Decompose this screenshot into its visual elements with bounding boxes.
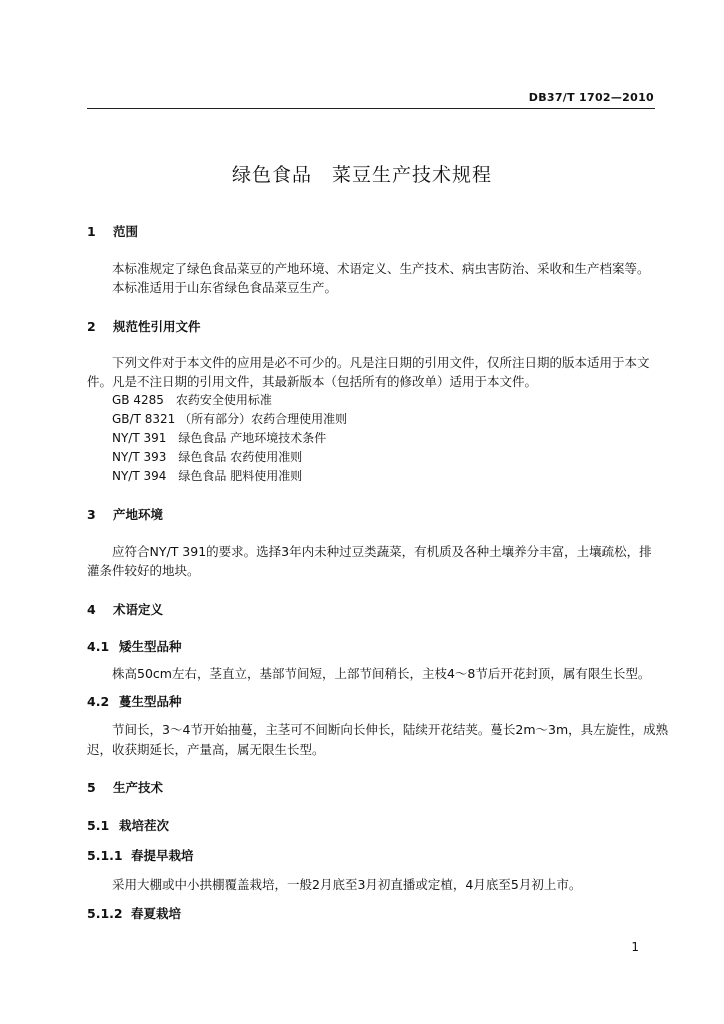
section-number: 5.1.2 — [87, 906, 123, 921]
paragraph: 本标准适用于山东省绿色食品菜豆生产。 — [112, 280, 338, 295]
reference-item: GB/T 8321 （所有部分）农药合理使用准则 — [112, 412, 348, 426]
section-title: 范围 — [113, 224, 139, 239]
section-number: 3 — [87, 507, 96, 522]
section-title: 春提早栽培 — [131, 848, 194, 863]
section-5-heading — [87, 778, 163, 796]
section-number: 2 — [87, 319, 96, 334]
section-number: 4 — [87, 602, 96, 617]
section-title: 春夏栽培 — [131, 906, 182, 921]
reference-item: NY/T 393 绿色食品 农药使用准则 — [112, 450, 303, 464]
subsection-5-1-1-heading — [87, 846, 194, 864]
reference-item: GB 4285 农药安全使用标准 — [112, 393, 272, 407]
subsection-4-1-heading — [87, 637, 182, 655]
document-title: 绿色食品 菜豆生产技术规程 — [231, 164, 492, 186]
section-number: 5.1.1 — [87, 848, 123, 863]
section-title: 规范性引用文件 — [113, 319, 201, 334]
paragraph-continuation: 迟，收获期延长，产量高，属无限生长型。 — [87, 742, 325, 757]
page-number: 1 — [631, 940, 639, 954]
subsection-4-2-heading — [87, 692, 182, 710]
paragraph: 本标准规定了绿色食品菜豆的产地环境、术语定义、生产技术、病虫害防治、采收和生产档案等。 — [112, 261, 650, 276]
paragraph: 株高50cm左右，茎直立，基部节间短，上部节间稍长，主枝4～8节后开花封顶，属有限生长型。 — [112, 666, 651, 681]
section-title: 矮生型品种 — [119, 639, 182, 654]
paragraph-continuation: 件。凡是不注日期的引用文件，其最新版本（包括所有的修改单）适用于本文件。 — [87, 374, 538, 389]
section-number: 5 — [87, 780, 96, 795]
section-1-heading — [87, 222, 138, 240]
header-rule — [87, 108, 655, 109]
section-title: 术语定义 — [113, 602, 164, 617]
section-number: 1 — [87, 224, 96, 239]
section-title: 生产技术 — [113, 780, 164, 795]
paragraph-continuation: 灌条件较好的地块。 — [87, 563, 200, 578]
paragraph: 节间长，3～4节开始抽蔓，主茎可不间断向长伸长，陆续开花结荚。蔓长2m～3m，具左旋性，成熟 — [112, 722, 669, 737]
reference-item: NY/T 394 绿色食品 肥料使用准则 — [112, 469, 303, 483]
section-number: 4.2 — [87, 694, 110, 709]
paragraph: 下列文件对于本文件的应用是必不可少的。凡是注日期的引用文件，仅所注日期的版本适用于本文 — [112, 355, 650, 370]
subsection-5-1-heading — [87, 816, 169, 834]
section-title: 栽培茬次 — [119, 818, 170, 833]
reference-item: NY/T 391 绿色食品 产地环境技术条件 — [112, 431, 327, 445]
section-3-heading — [87, 505, 163, 523]
paragraph: 应符合NY/T 391的要求。选择3年内未种过豆类蔬菜，有机质及各种土壤养分丰富，土壤疏松，排 — [112, 544, 652, 559]
section-2-heading — [87, 317, 201, 335]
section-number: 5.1 — [87, 818, 110, 833]
section-4-heading — [87, 600, 163, 618]
section-title: 产地环境 — [113, 507, 164, 522]
section-title: 蔓生型品种 — [119, 694, 182, 709]
section-number: 4.1 — [87, 639, 110, 654]
standard-code: DB37/T 1702—2010 — [528, 91, 654, 104]
paragraph: 采用大棚或中小拱棚覆盖栽培，一般2月底至3月初直播或定植，4月底至5月初上市。 — [112, 877, 582, 892]
subsection-5-1-2-heading — [87, 904, 181, 922]
